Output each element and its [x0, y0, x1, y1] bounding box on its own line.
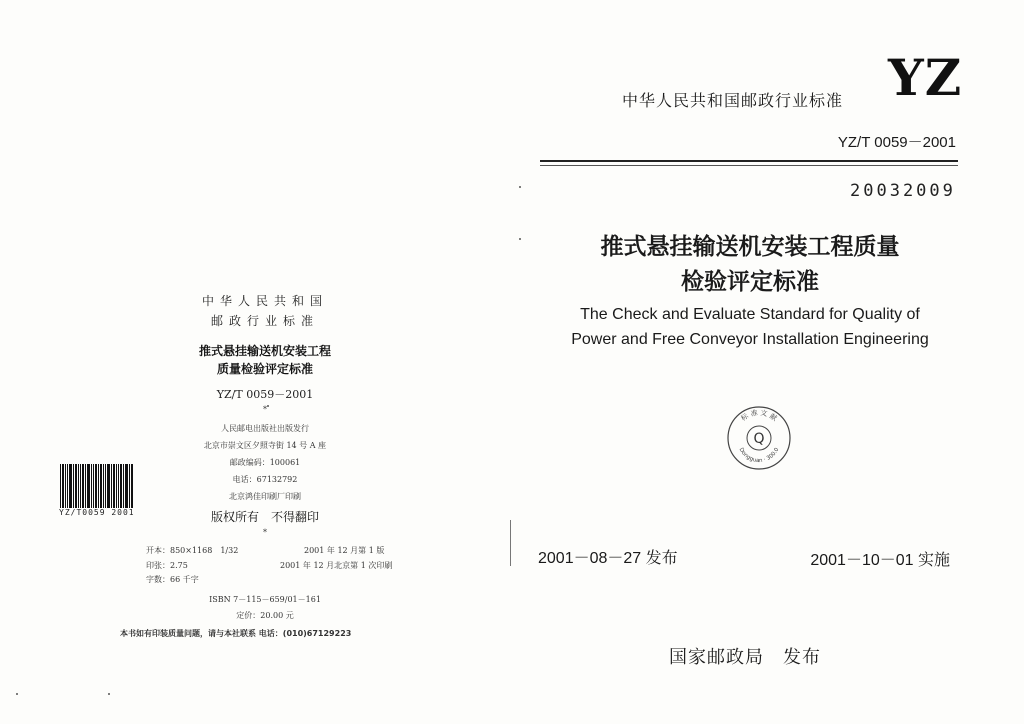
issue-date: 2001－08－27 发布 [538, 550, 678, 567]
scan-speck [16, 693, 18, 695]
stamp-letter: Q [753, 431, 765, 447]
barcode [60, 464, 133, 508]
colophon-format: 开本：850×1168 1/32 [146, 546, 239, 555]
colophon-postcode: 邮政编码：100061 [229, 458, 301, 467]
barcode-text: YZ/T0059 2001 [59, 508, 135, 517]
title-cn-line2: 检验评定标准 [681, 269, 819, 295]
colophon-code: YZ/T 0059－2001 [216, 388, 314, 401]
scan-speck [519, 238, 521, 240]
colophon-star: * [263, 405, 267, 414]
scan-speck [108, 693, 110, 695]
scan-speck [519, 186, 521, 188]
colophon-edition: 2001 年 12 月第 1 版 [304, 546, 385, 555]
title-en-line2: Power and Free Conveyor Installation Engineering [571, 331, 929, 348]
header-rule-thin [540, 165, 958, 166]
colophon-words: 字数：66 千字 [146, 575, 199, 584]
scan-speck [267, 405, 269, 407]
svg-text:Dongguan · 300.0 [738, 447, 781, 464]
title-cn-line1: 推式悬挂输送机安装工程质量 [600, 234, 900, 260]
standard-code: YZ/T 0059－2001 [837, 134, 956, 151]
barcode-graphic [60, 464, 133, 508]
colophon-standard-line2: 邮政行业标准 [210, 314, 319, 328]
page-edge-line [510, 520, 511, 566]
title-en-line1: The Check and Evaluate Standard for Quality of [580, 306, 920, 323]
colophon-star2: * [263, 528, 267, 537]
stamp-graphic [726, 405, 792, 471]
colophon-price: 定价：20.00 元 [236, 611, 294, 620]
colophon-title-line2: 质量检验评定标准 [216, 362, 313, 376]
colophon-publisher: 人民邮电出版社出版发行 [221, 424, 309, 433]
archive-serial: 20032009 [850, 181, 956, 201]
header-rule-thick [540, 160, 958, 162]
colophon-title-line1: 推式悬挂输送机安装工程 [198, 344, 331, 358]
publisher-line: 国家邮政局 发布 [669, 647, 821, 668]
colophon-rights: 版权所有 不得翻印 [210, 510, 319, 524]
colophon-printing: 2001 年 12 月北京第 1 次印刷 [280, 561, 393, 570]
stamp-top-text: 标 准 文 献 [739, 408, 779, 423]
colophon-standard-line1: 中华人民共和国 [201, 294, 328, 308]
stamp-bottom-text: Dongguan · 300.0 [737, 447, 781, 465]
colophon-printer: 北京鸿佳印刷厂印刷 [229, 492, 301, 501]
colophon-notice: 本书如有印装质量问题，请与本社联系 电话：(010)67129223 [120, 629, 352, 638]
colophon-phone: 电话：67132792 [232, 475, 298, 484]
standard-name: 中华人民共和国邮政行业标准 [622, 91, 844, 110]
colophon-sheets: 印张：2.75 [146, 561, 188, 570]
yz-mark: YZ [888, 48, 963, 107]
implement-date: 2001－10－01 实施 [810, 552, 950, 569]
colophon-isbn: ISBN 7－115－659/01－161 [209, 595, 321, 604]
archive-stamp [726, 405, 792, 471]
colophon-address: 北京市崇文区夕照寺街 14 号 A 座 [203, 441, 327, 450]
